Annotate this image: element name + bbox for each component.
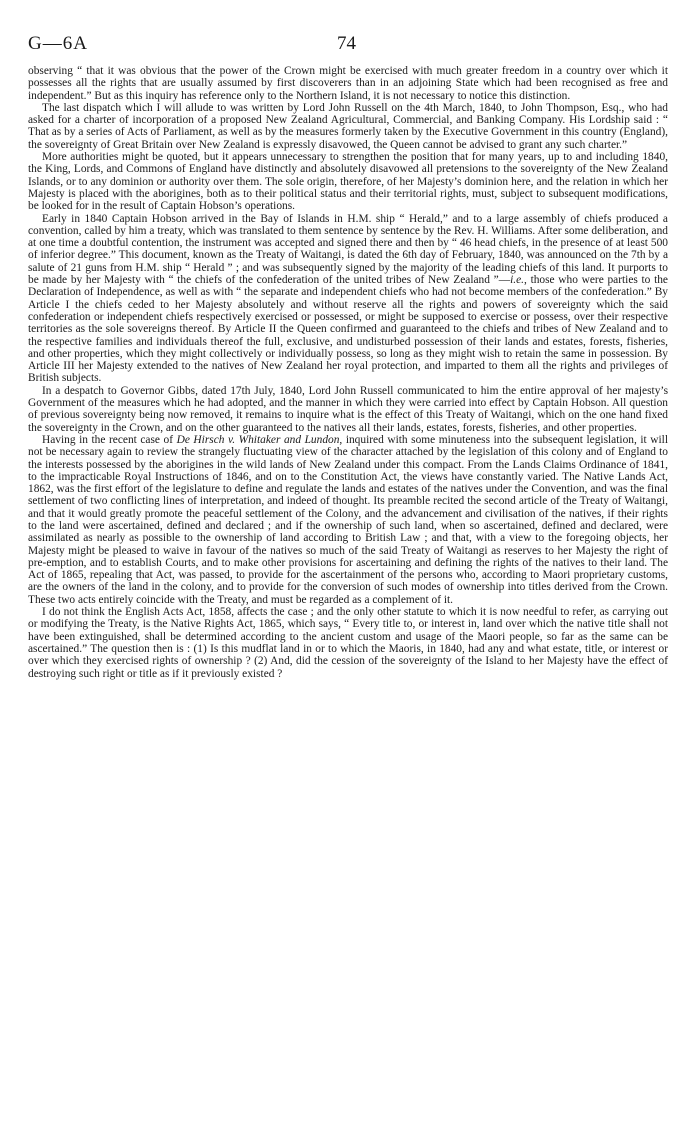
paragraph: Early in 1840 Captain Hobson arrived in the Bay of Islands in H.M. ship “ Herald,” and to a large assembly of chiefs produced a convention, called by him a treaty, which was translated to them sentence by sentence by the Rev. H. Williams. After some deliberation, and at one time a doubtful contention, the instrument was accepted and signed there and then by “ 46 head chiefs, in the presence of at least 500 of inferior degree.” This document, known as the Treaty of Waitangi, is dated the 6th day of February, 1840, was announced on the 7th by a salute of 21 guns from H.M. ship “ Herald ” ; and was subsequently signed by the majority of the leading chiefs of this land. It purports to be made by her Majesty with “ the chiefs of the confederation of the united tribes of New Zealand ”—i.e., those who were parties to the Declaration of Independence, as well as with “ the separate and independent chiefs who had not become members of the confederation.” By Article I the chiefs ceded to her Majesty absolutely and without reserve all the rights and powers of sovereignty which the said confederation or independent chiefs respectively exercised or possessed, or might be supposed to exercise or possess, over their respective territories as the sole sovereigns thereof. By Article II the Queen confirmed and guaranteed to the chiefs and tribes of New Zealand and to the respective families and individuals thereof the full, exclusive, and undisturbed possession of their lands and estates, forests, fisheries, and other properties, which they might collectively or individually possess, so long as they might wish to retain the same in possession. By Article III her Majesty extended to the natives of New Zealand her royal protection, and imparted to them all the rights and privileges of British subjects. <box>28 212 668 385</box>
case-citation: De Hirsch v. Whitaker and Lundon <box>176 433 340 446</box>
paragraph: More authorities might be quoted, but it appears unnecessary to strengthen the position that for many years, up to and including 1840, the King, Lords, and Commons of England have distinctly and absolutely disavowed all pretensions to the sovereignty of the New Zealand Islands, or to any dominion or authority over them. The sole origin, therefore, of her Majesty’s dominion here, and the relation in which her Majesty is placed with the aborigines, both as to their political status and their territorial rights, must, subject to subsequent modifications, be looked for in the result of Captain Hobson’s operations. <box>28 151 668 213</box>
page-header <box>28 33 668 65</box>
paragraph: I do not think the English Acts Act, 1858, affects the case ; and the only other statute to which it is now needful to refer, as carrying out or modifying the Treaty, is the Native Rights Act, 1865, which says, “ Every title to, or interest in, land over which the native title shall not have been extinguished, shall be determined according to the ancient custom and usage of the Maori people, so far as the same can be ascertained.” The question then is : (1) Is this mudflat land in or to which the Maoris, in 1840, had any and what estate, title, or interest or over which they exercised rights of ownership ? (2) And, did the cession of the sovereignty of the Island to her Majesty have the effect of destroying such right or title as if it previously existed ? <box>28 606 668 680</box>
paragraph: In a despatch to Governor Gibbs, dated 17th July, 1840, Lord John Russell communicated to him the entire approval of her majesty’s Government of the measures which he had adopted, and the manner in which they were carried into effect by Captain Hobson. All question of previous sovereignty being now removed, it remains to inquire what is the effect of this Treaty of Waitangi, which on the one hand fixed the sovereignty in the Crown, and on the other guaranteed to the natives all their lands, estates, forests, fisheries, and other properties. <box>28 384 668 434</box>
body-text <box>28 65 668 680</box>
paragraph: observing “ that it was obvious that the power of the Crown might be exercised with much greater freedom in a country over which it possesses all the rights that are usually assumed by first discoverers than in an adjoining State which had been recognised as free and independent.” But as this inquiry has reference only to the Northern Island, it is not necessary to notice this distinction. <box>28 65 668 102</box>
paragraph: The last dispatch which I will allude to was written by Lord John Russell on the 4th March, 1840, to John Thompson, Esq., who had asked for a charter of incorporation of a proposed New Zealand Agricultural, Commercial, and Banking Company. His Lordship said : “ That as by a series of Acts of Parliament, as well as by the measures formerly taken by the Executive Government in this country (England), the sovereignty of Great Britain over New Zealand is expressly disavowed, the Queen cannot be advised to grant any such charter.” <box>28 101 668 151</box>
italic-text: i.e. <box>510 274 525 287</box>
paragraph: Having in the recent case of De Hirsch v. Whitaker and Lundon, inquired with some minuteness into the subsequent legislation, it will not be necessary again to review the strangely fluctuating view of the character attached by the legislation of this colony and of England to the interests possessed by the aborigines in the wild lands of New Zealand under this compact. From the Lands Claims Ordinance of 1841, to the impracticable Royal Instructions of 1846, and on to the Constitution Act, the views have constantly varied. The Native Lands Act, 1862, was the first effort of the legislature to define and regulate the lands and estates of the natives under the Convention, and was the final settlement of two conflicting lines of interpretation, and indeed of thought. Its preamble recited the second article of the Treaty of Waitangi, and that it would greatly promote the peaceful settlement of the Colony, and the advancement and civilisation of the natives, if their rights to the land were ascertained, defined and declared ; and if the ownership of such land, when so ascertained, defined and declared, were assimilated as nearly as possible to the ownership of land according to British Law ; and that, with a view to the foregoing objects, her Majesty might be pleased to waive in favour of the natives so much of the said Treaty of Waitangi as reserves to her Majesty the right of pre-emption, and to establish Courts, and to make other provisions for ascertaining and defining the rights of the natives to their land. The Act of 1865, repealing that Act, was passed, to provide for the ascertainment of the persons who, according to Maori proprietary customs, are the owners of the land in the colony, and to provide for the conversion of such modes of ownership into titles derived from the Crown. These two acts entirely coincide with the Treaty, and must be regarded as a complement of it. <box>28 433 668 606</box>
document-reference: G—6A <box>28 33 88 54</box>
page-number: 74 <box>337 33 356 54</box>
